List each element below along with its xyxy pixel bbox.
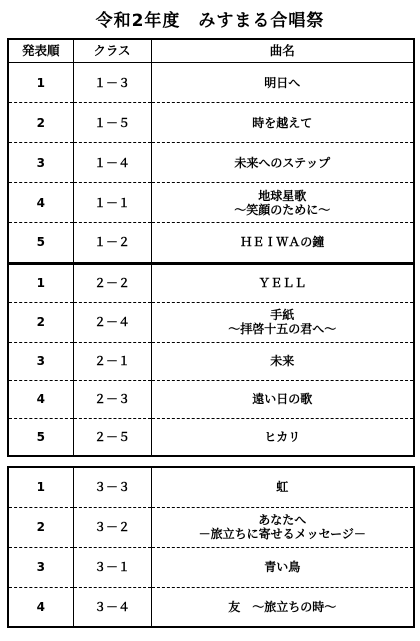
order-cell: 4 bbox=[8, 587, 73, 627]
table-row bbox=[8, 342, 414, 380]
song-cell: 未来へのステップ bbox=[151, 143, 414, 183]
order-cell: 5 bbox=[8, 418, 73, 456]
song-cell: 遠い日の歌 bbox=[151, 380, 414, 418]
class-cell: ３－２ bbox=[73, 507, 151, 547]
song-cell: 時を越えて bbox=[151, 103, 414, 143]
program-table-grade-3 bbox=[7, 466, 415, 628]
song-cell: ＹＥＬＬ bbox=[151, 264, 414, 302]
class-cell: １－２ bbox=[73, 223, 151, 263]
table-row bbox=[8, 547, 414, 587]
class-cell: １－１ bbox=[73, 183, 151, 223]
class-cell: ３－４ bbox=[73, 587, 151, 627]
table-header-row bbox=[8, 39, 414, 63]
header-class: クラス bbox=[73, 39, 151, 63]
order-cell: 1 bbox=[8, 264, 73, 302]
table-row bbox=[8, 223, 414, 263]
class-cell: ２－５ bbox=[73, 418, 151, 456]
song-cell: あなたへ －旅立ちに寄せるメッセージ－ bbox=[151, 507, 414, 547]
header-order: 発表順 bbox=[8, 39, 73, 63]
class-cell: ２－２ bbox=[73, 264, 151, 302]
table-row bbox=[8, 183, 414, 223]
table-row bbox=[8, 302, 414, 342]
class-cell: １－４ bbox=[73, 143, 151, 183]
program-table-grade-2 bbox=[7, 263, 415, 457]
song-cell: 未来 bbox=[151, 342, 414, 380]
song-cell: 青い鳥 bbox=[151, 547, 414, 587]
class-cell: ３－１ bbox=[73, 547, 151, 587]
order-cell: 4 bbox=[8, 380, 73, 418]
song-cell: 虹 bbox=[151, 467, 414, 507]
order-cell: 3 bbox=[8, 143, 73, 183]
program-table-grade-1 bbox=[7, 38, 415, 264]
table-row bbox=[8, 103, 414, 143]
class-cell: ２－４ bbox=[73, 302, 151, 342]
order-cell: 2 bbox=[8, 302, 73, 342]
song-cell: 友 ～旅立ちの時～ bbox=[151, 587, 414, 627]
table-row bbox=[8, 467, 414, 507]
table-row bbox=[8, 380, 414, 418]
song-cell: 明日へ bbox=[151, 63, 414, 103]
order-cell: 1 bbox=[8, 63, 73, 103]
class-cell: ３－３ bbox=[73, 467, 151, 507]
table-row bbox=[8, 143, 414, 183]
table-row bbox=[8, 264, 414, 302]
table-row bbox=[8, 587, 414, 627]
table-row bbox=[8, 507, 414, 547]
order-cell: 1 bbox=[8, 467, 73, 507]
table-row bbox=[8, 63, 414, 103]
order-cell: 3 bbox=[8, 547, 73, 587]
class-cell: ２－３ bbox=[73, 380, 151, 418]
class-cell: １－３ bbox=[73, 63, 151, 103]
song-cell: 地球星歌 ～笑顔のために～ bbox=[151, 183, 414, 223]
order-cell: 2 bbox=[8, 507, 73, 547]
header-song: 曲名 bbox=[151, 39, 414, 63]
order-cell: 3 bbox=[8, 342, 73, 380]
order-cell: 2 bbox=[8, 103, 73, 143]
song-cell: ヒカリ bbox=[151, 418, 414, 456]
song-cell: 手紙 ～拝啓十五の君へ～ bbox=[151, 302, 414, 342]
order-cell: 4 bbox=[8, 183, 73, 223]
song-cell: ＨＥＩＷＡの鐘 bbox=[151, 223, 414, 263]
class-cell: ２－１ bbox=[73, 342, 151, 380]
order-cell: 5 bbox=[8, 223, 73, 263]
table-row bbox=[8, 418, 414, 456]
page-title: 令和2年度 みすまる合唱祭 bbox=[95, 11, 325, 31]
class-cell: １－５ bbox=[73, 103, 151, 143]
